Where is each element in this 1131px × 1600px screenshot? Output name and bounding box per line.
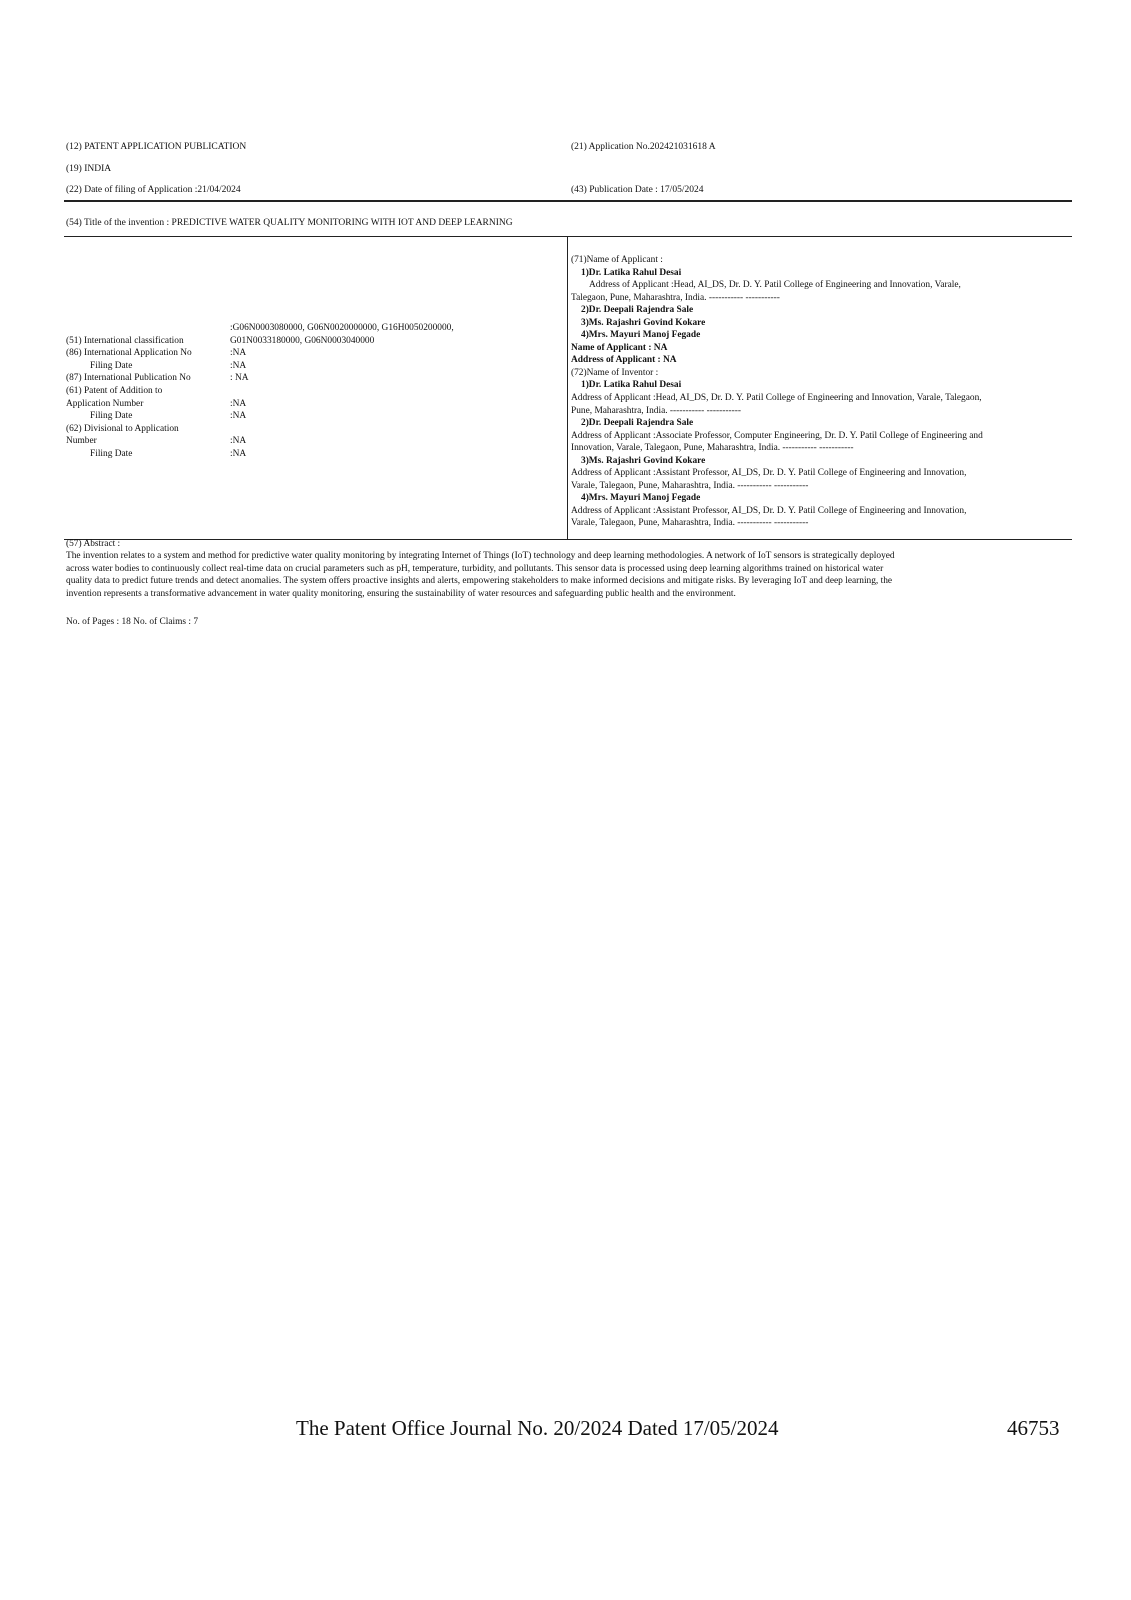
field-value: :G06N0003080000, G06N0020000000, G16H0050200000, G01N0033180000, G06N0003040000 bbox=[230, 323, 454, 346]
field-value: :NA bbox=[230, 436, 247, 447]
inventor-name: 1)Dr. Latika Rahul Desai bbox=[581, 380, 682, 391]
field-label: Filing Date bbox=[90, 448, 133, 459]
abstract-line: invention represents a transformative advancement in water quality monitoring, ensuring the sustainability of water resources and safeguarding public health and the environment. bbox=[66, 588, 736, 599]
page-number: 46753 bbox=[1007, 1416, 1060, 1440]
header-rule bbox=[64, 200, 1072, 202]
abstract-text bbox=[66, 550, 1066, 600]
abstract-line: quality data to predict future trends and detect anomalies. The system offers proactive insights and alerts, empowering stakeholders to make informed decisions and mitigate risks. By leveraging IoT and deep learning, the bbox=[66, 576, 893, 587]
inventor-address: Address of Applicant :Associate Professor, Computer Engineering, Dr. D. Y. Patil College of Engineering and bbox=[571, 430, 983, 441]
applicant-name: 3)Ms. Rajashri Govind Kokare bbox=[581, 317, 706, 328]
field-label: Filing Date bbox=[90, 411, 133, 422]
applicant-heading: (71)Name of Applicant : bbox=[571, 255, 663, 265]
field-label: (86) International Application No bbox=[66, 348, 192, 359]
inventor-name: 3)Ms. Rajashri Govind Kokare bbox=[581, 455, 706, 466]
column-divider bbox=[567, 236, 568, 539]
inventor-address: Address of Applicant :Assistant Professor, AI_DS, Dr. D. Y. Patil College of Engineering and Innovation, bbox=[571, 468, 967, 479]
field-value: :NA bbox=[230, 360, 247, 371]
country: (19) INDIA bbox=[66, 164, 112, 174]
applicant-name: 4)Mrs. Mayuri Manoj Fegade bbox=[581, 330, 701, 341]
application-number: (21) Application No.202421031618 A bbox=[571, 142, 716, 152]
inventor-address: Address of Applicant :Head, AI_DS, Dr. D. Y. Patil College of Engineering and Innovation, Varale, Talegaon, bbox=[571, 393, 982, 404]
inventor-list bbox=[571, 379, 1071, 530]
field-label: (87) International Publication No bbox=[66, 373, 191, 384]
field-value: :NA bbox=[230, 398, 247, 409]
publication-type: (12) PATENT APPLICATION PUBLICATION bbox=[66, 142, 247, 152]
inventor-name: 4)Mrs. Mayuri Manoj Fegade bbox=[581, 493, 701, 504]
invention-title: (54) Title of the invention : PREDICTIVE WATER QUALITY MONITORING WITH IOT AND DEEP LEARNING bbox=[66, 218, 513, 228]
applicant-inventor-block bbox=[571, 254, 1071, 530]
applicant-address: Talegaon, Pune, Maharashtra, India. ----------- ----------- bbox=[571, 292, 780, 303]
abstract-line: The invention relates to a system and method for predictive water quality monitoring by integrating Internet of Things (IoT) technology and deep learning methodologies. A network of IoT sensors is strategically deployed bbox=[66, 551, 895, 562]
field-value: :NA bbox=[230, 411, 247, 422]
applicant-address: Address of Applicant :Head, AI_DS, Dr. D. Y. Patil College of Engineering and Innovation, Varale, bbox=[589, 280, 961, 291]
field-label: (62) Divisional to Application Number bbox=[66, 423, 179, 447]
applicant-name: 1)Dr. Latika Rahul Desai bbox=[581, 267, 682, 278]
pages-claims: No. of Pages : 18 No. of Claims : 7 bbox=[66, 617, 199, 627]
filing-date: (22) Date of filing of Application :21/04/2024 bbox=[66, 185, 241, 195]
inventor-address: Innovation, Varale, Talegaon, Pune, Maharashtra, India. ----------- ----------- bbox=[571, 443, 854, 454]
journal-footer: The Patent Office Journal No. 20/2024 Dated 17/05/2024 bbox=[296, 1416, 779, 1440]
inventor-name: 2)Dr. Deepali Rajendra Sale bbox=[581, 418, 694, 429]
abstract bbox=[66, 538, 1066, 600]
address-of-applicant-na: Address of Applicant : NA bbox=[571, 355, 677, 366]
field-value: :NA bbox=[230, 348, 247, 359]
field-label: (61) Patent of Addition to Application Number bbox=[66, 385, 163, 409]
name-of-applicant-na: Name of Applicant : NA bbox=[571, 342, 668, 353]
field-label: Filing Date bbox=[90, 360, 133, 371]
inventor-address: Address of Applicant :Assistant Professor, AI_DS, Dr. D. Y. Patil College of Engineering and Innovation, bbox=[571, 505, 967, 516]
inventor-address: Pune, Maharashtra, India. ----------- ----------- bbox=[571, 405, 741, 416]
field-value: :NA bbox=[230, 448, 247, 459]
bibliographic-fields bbox=[66, 322, 556, 461]
inventor-heading: (72)Name of Inventor : bbox=[571, 367, 659, 378]
applicant-name: 2)Dr. Deepali Rajendra Sale bbox=[581, 305, 694, 316]
abstract-heading: (57) Abstract : bbox=[66, 539, 121, 549]
title-rule bbox=[64, 236, 1072, 237]
field-value: : NA bbox=[230, 373, 249, 384]
publication-date: (43) Publication Date : 17/05/2024 bbox=[571, 185, 704, 195]
field-label: (51) International classification bbox=[66, 335, 184, 346]
inventor-address: Varale, Talegaon, Pune, Maharashtra, India. ----------- ----------- bbox=[571, 480, 809, 491]
abstract-line: across water bodies to continuously collect real-time data on crucial parameters such as pH, temperature, turbidity, and pollutants. This sensor data is processed using deep learning algorithms trained on historical water bbox=[66, 563, 884, 574]
inventor-address: Varale, Talegaon, Pune, Maharashtra, India. ----------- ----------- bbox=[571, 518, 809, 529]
